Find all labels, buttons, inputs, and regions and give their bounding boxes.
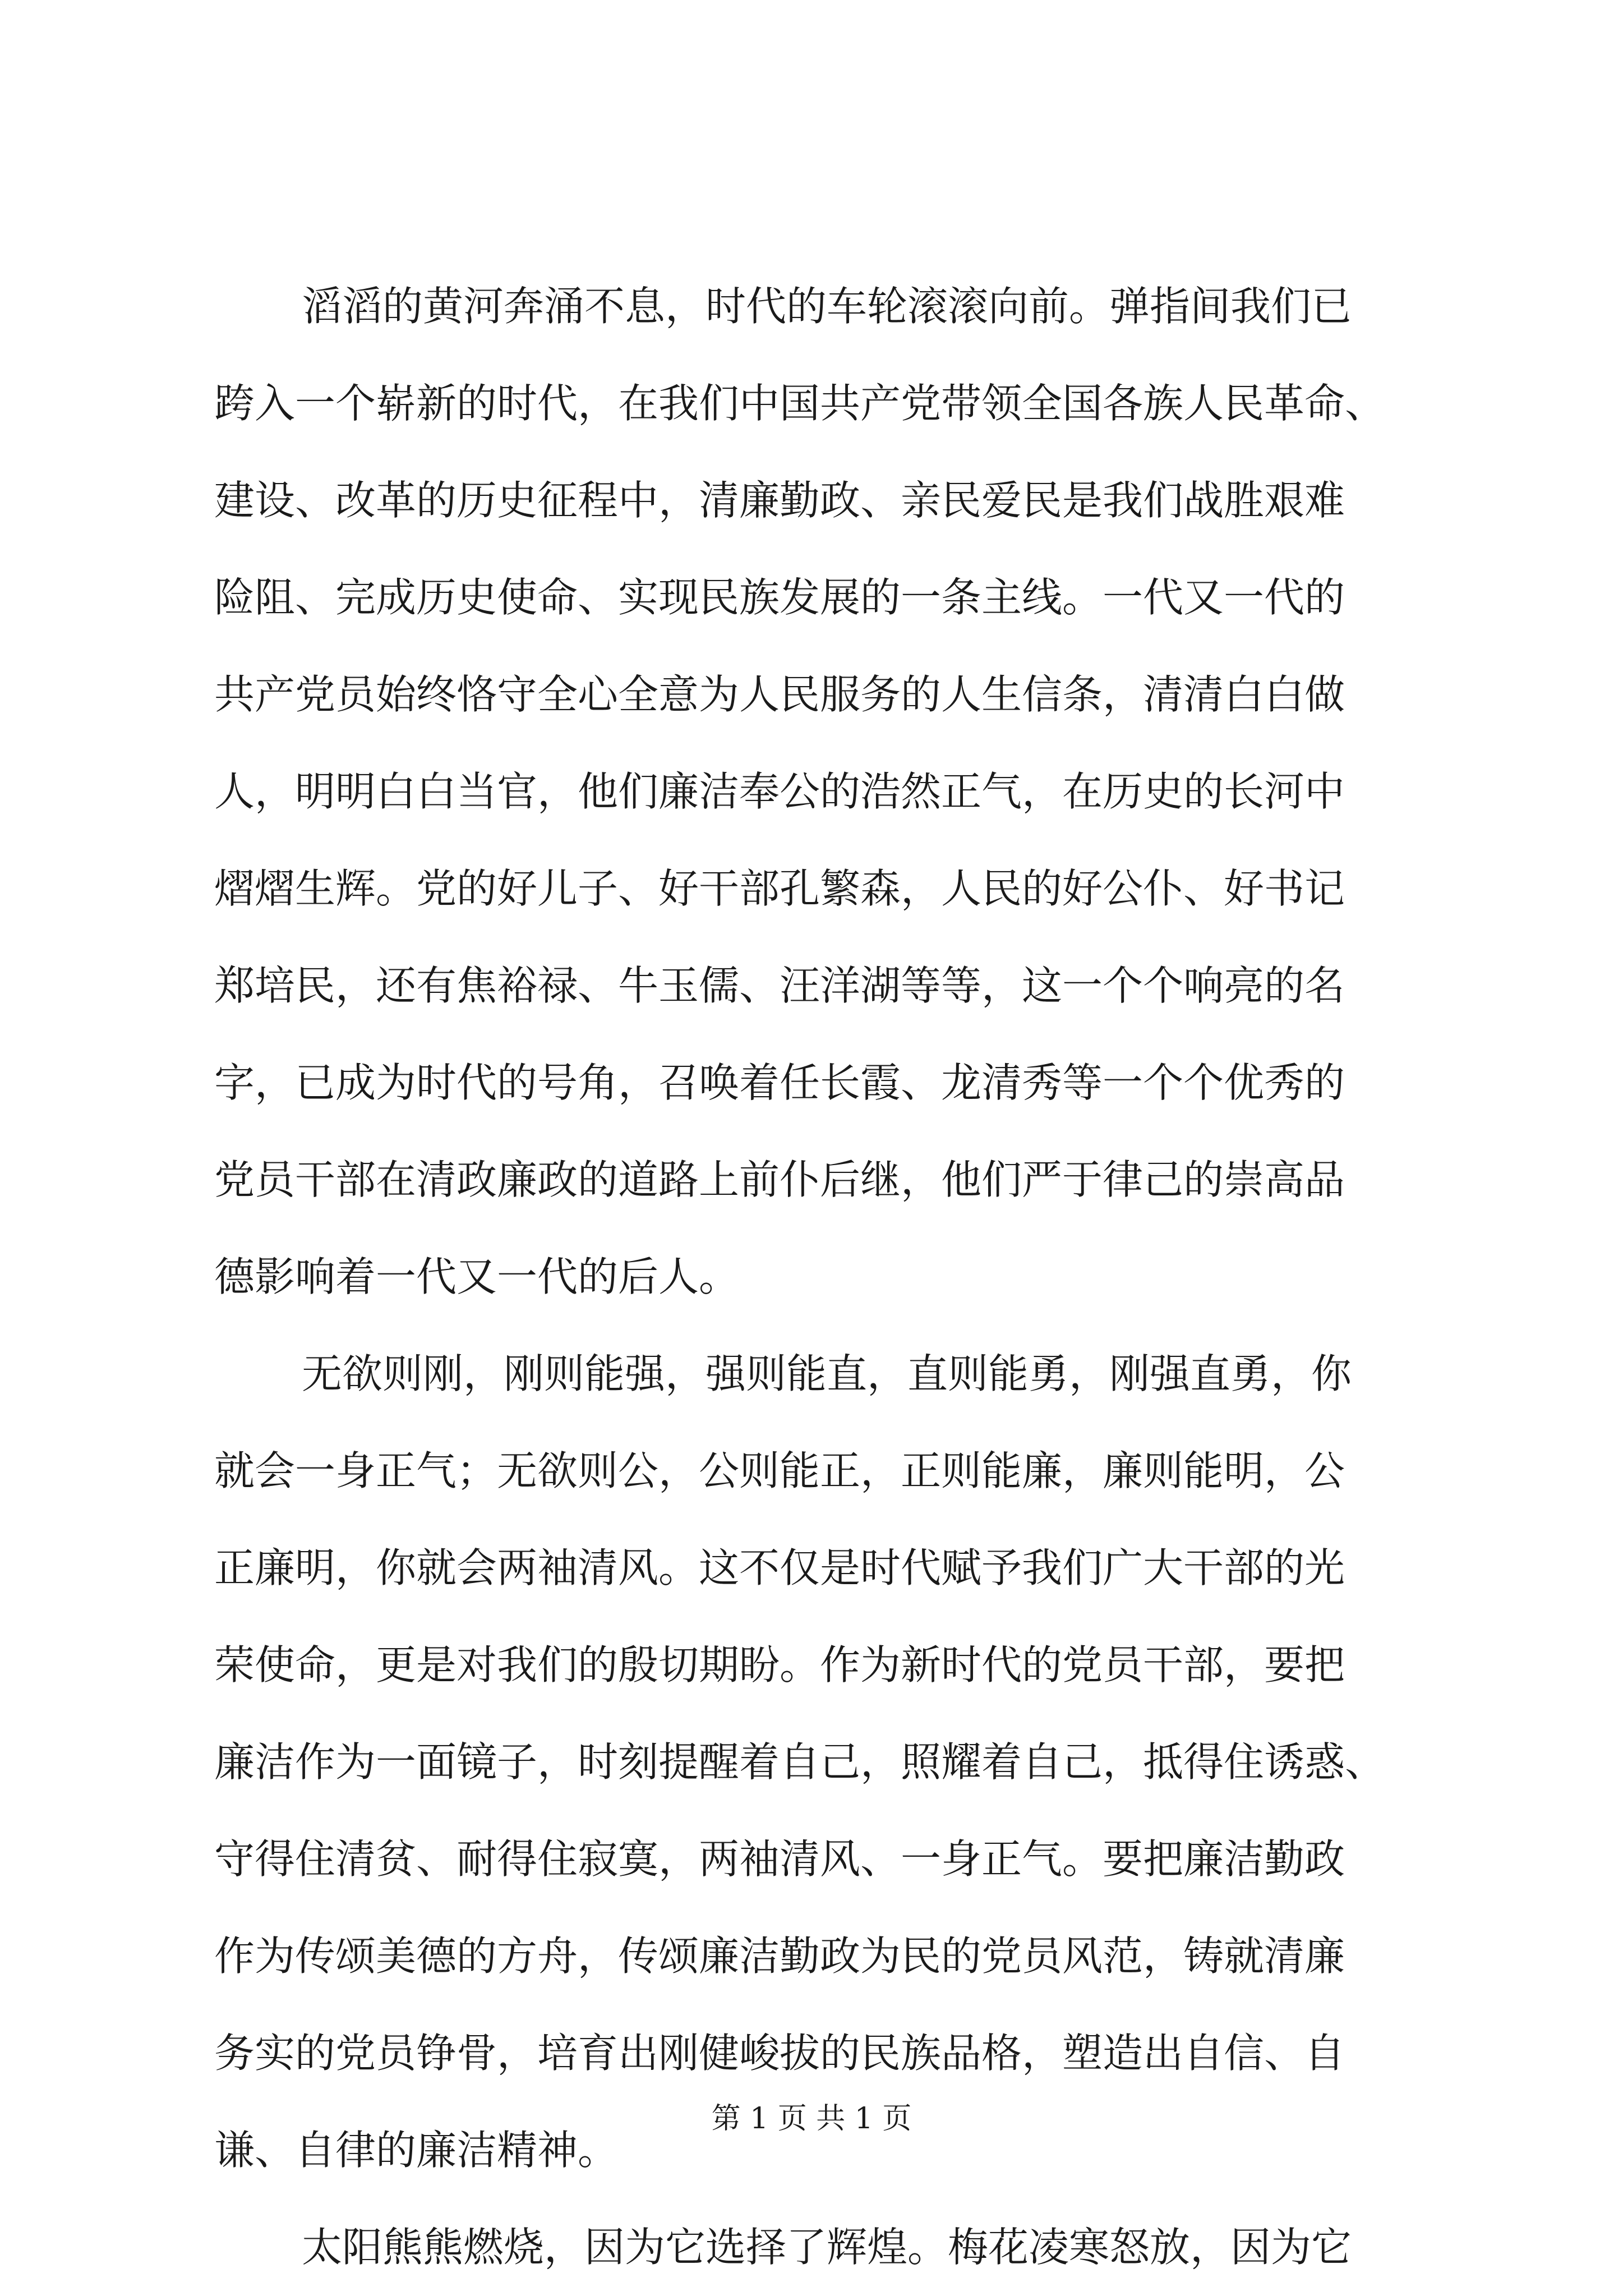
page-number-label: 第 1 页 共 1 页 bbox=[711, 2102, 912, 2136]
paragraph-1-line-5: 共产党员始终恪守全心全意为人民服务的人生信条，清清白白做 bbox=[214, 671, 1345, 718]
paragraph-1-line-2: 跨入一个崭新的时代，在我们中国共产党带领全国各族人民革命、 bbox=[214, 380, 1386, 427]
paragraph-2-line-1: 无欲则刚，刚则能强，强则能直，直则能勇，刚强直勇，你 bbox=[302, 1350, 1352, 1397]
paragraph-2-line-5: 廉洁作为一面镜子，时刻提醒着自己，照耀着自己，抵得住诱惑、 bbox=[214, 1738, 1386, 1786]
paragraph-1-line-11: 德影响着一代又一代的后人。 bbox=[214, 1253, 740, 1300]
paragraph-2-line-9: 谦、自律的廉洁精神。 bbox=[214, 2127, 619, 2174]
paragraph-1-line-7: 熠熠生辉。党的好儿子、好干部孔繁森，人民的好公仆、好书记 bbox=[214, 865, 1345, 912]
paragraph-1-line-3: 建设、改革的历史征程中，清廉勤政、亲民爱民是我们战胜艰难 bbox=[214, 477, 1345, 524]
document-body bbox=[214, 258, 1493, 2296]
paragraph-2-line-8: 务实的党员铮骨，培育出刚健峻拔的民族品格，塑造出自信、自 bbox=[214, 2030, 1345, 2077]
paragraph-1-line-10: 党员干部在清政廉政的道路上前仆后继，他们严于律己的崇高品 bbox=[214, 1156, 1345, 1203]
paragraph-2-line-6: 守得住清贫、耐得住寂寞，两袖清风、一身正气。要把廉洁勤政 bbox=[214, 1835, 1345, 1883]
paragraph-1-line-6: 人，明明白白当官，他们廉洁奉公的浩然正气，在历史的长河中 bbox=[214, 768, 1345, 815]
paragraph-1-line-9: 字，已成为时代的号角，召唤着任长霞、龙清秀等一个个优秀的 bbox=[214, 1059, 1345, 1106]
paragraph-1-line-1: 滔滔的黄河奔涌不息，时代的车轮滚滚向前。弹指间我们已 bbox=[302, 283, 1352, 330]
paragraph-1-line-8: 郑培民，还有焦裕禄、牛玉儒、汪洋湖等等，这一个个响亮的名 bbox=[214, 962, 1345, 1009]
paragraph-1-line-4: 险阻、完成历史使命、实现民族发展的一条主线。一代又一代的 bbox=[214, 574, 1345, 621]
paragraph-2-line-4: 荣使命，更是对我们的殷切期盼。作为新时代的党员干部，要把 bbox=[214, 1641, 1345, 1688]
paragraph-2-line-2: 就会一身正气；无欲则公，公则能正，正则能廉，廉则能明，公 bbox=[214, 1447, 1345, 1494]
paragraph-2-line-3: 正廉明，你就会两袖清风。这不仅是时代赋予我们广大干部的光 bbox=[214, 1544, 1345, 1591]
page-footer bbox=[0, 2099, 1623, 2138]
paragraph-2-line-7: 作为传颂美德的方舟，传颂廉洁勤政为民的党员风范，铸就清廉 bbox=[214, 1932, 1345, 1980]
paragraph-3-line-1: 太阳熊熊燃烧，因为它选择了辉煌。梅花凌寒怒放，因为它 bbox=[302, 2224, 1352, 2271]
